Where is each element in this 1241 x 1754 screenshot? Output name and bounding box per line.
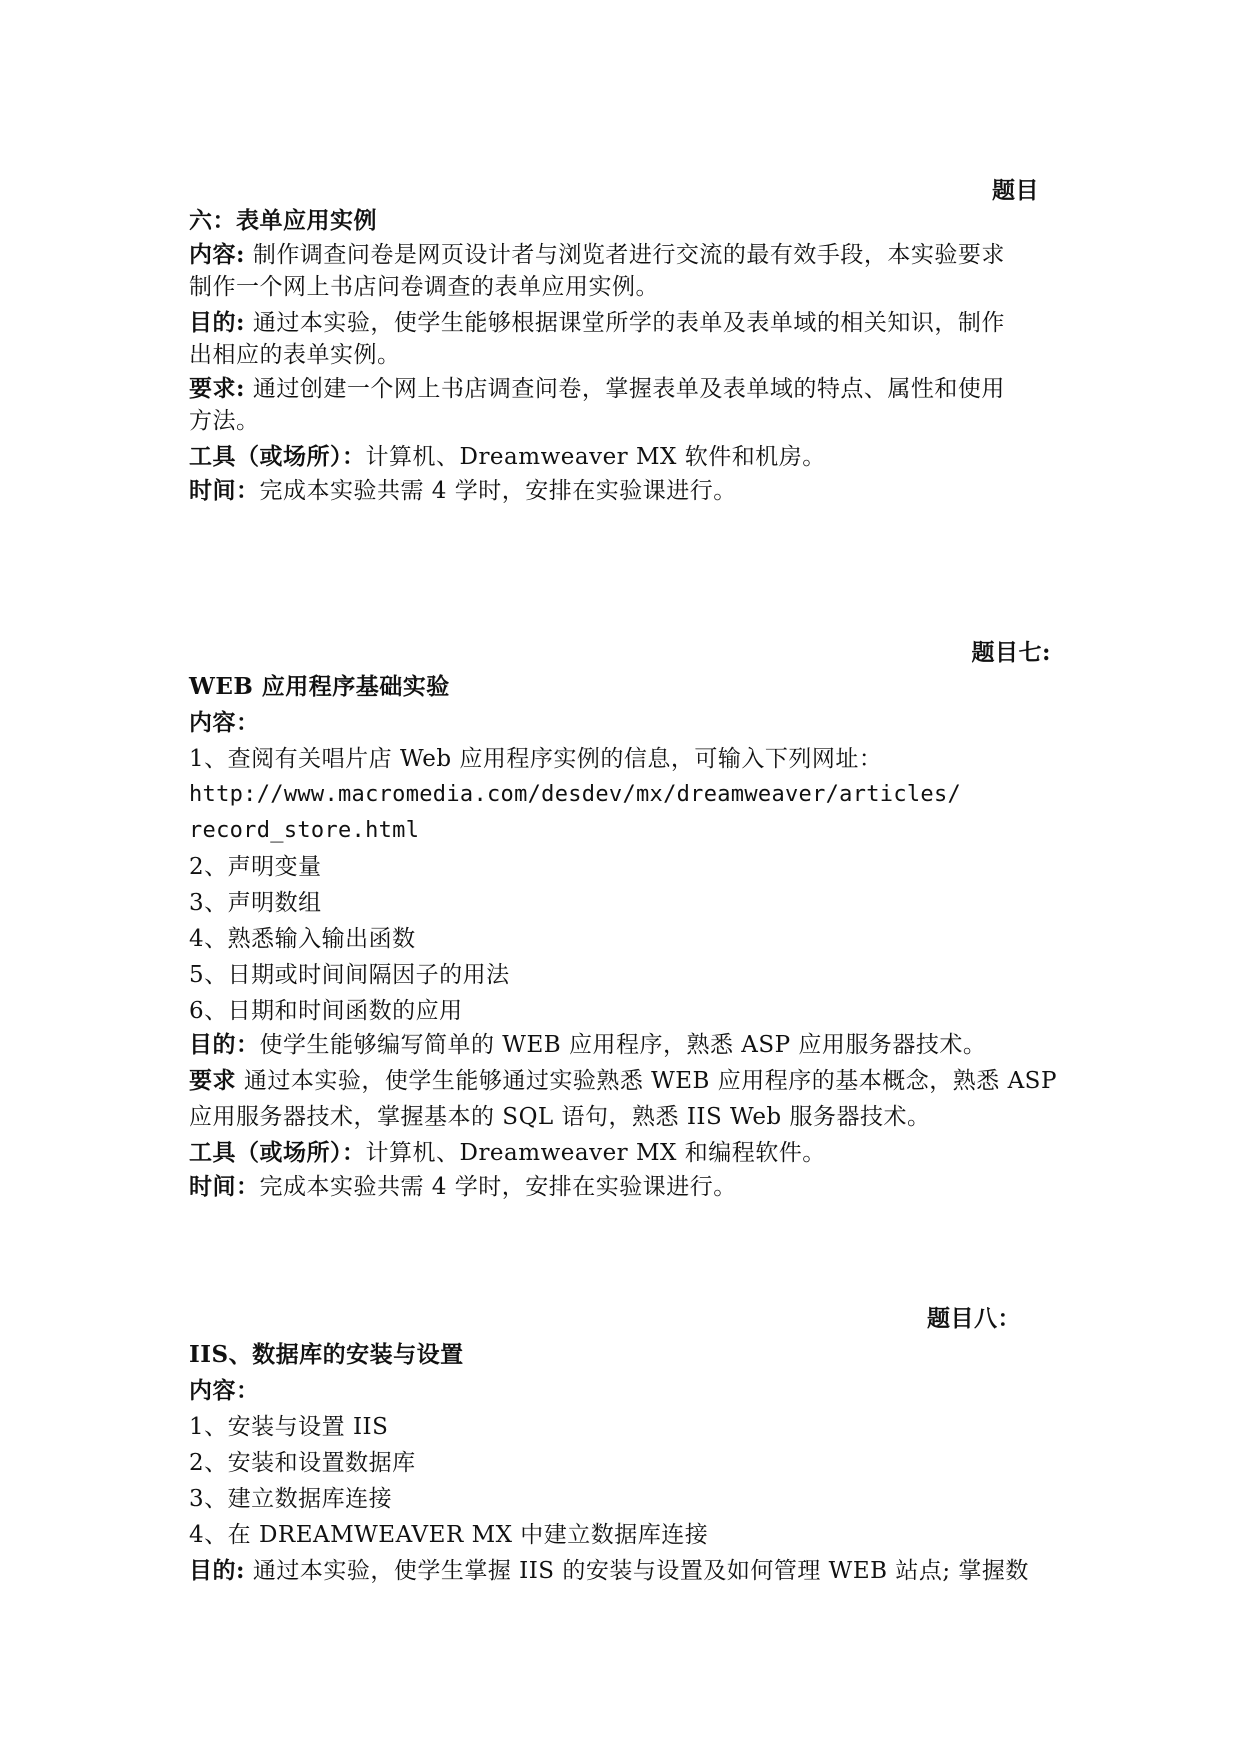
goal-text: 使学生能够编写简单的 WEB 应用程序，熟悉 ASP 应用服务器技术。 [259, 1032, 987, 1058]
tools-text: 计算机、Dreamweaver MX 和编程软件。 [365, 1140, 826, 1166]
requirement-label: 要求 [189, 1067, 236, 1094]
section6-requirement-cont: 方法。 [189, 408, 260, 434]
section6-tools [189, 442, 826, 472]
section7-heading-label: 题目七: [971, 639, 1051, 666]
section6-goal [189, 308, 1005, 338]
tools-label: 工具（或场所）： [189, 443, 366, 470]
goal-label: 目的: [189, 309, 245, 336]
section6-goal-cont: 出相应的表单实例。 [189, 342, 401, 368]
section8-goal [189, 1556, 1029, 1586]
goal-label: 目的： [189, 1031, 260, 1058]
section7-requirement-cont: 应用服务器技术，掌握基本的 SQL 语句，熟悉 IIS Web 服务器技术。 [189, 1104, 931, 1130]
goal-label: 目的: [189, 1557, 245, 1584]
section7-requirement [189, 1066, 1057, 1096]
time-text: 完成本实验共需 4 学时，安排在实验课进行。 [259, 478, 737, 504]
section7-title: WEB 应用程序基础实验 [189, 673, 450, 700]
section7-item-3: 3、声明数组 [189, 890, 322, 916]
section8-content-label: 内容： [189, 1377, 260, 1404]
goal-text: 通过本实验，使学生能够根据课堂所学的表单及表单域的相关知识，制作 [252, 310, 1005, 336]
time-text: 完成本实验共需 4 学时，安排在实验课进行。 [259, 1174, 737, 1200]
section8-heading-label: 题目八： [927, 1305, 1021, 1332]
section6-requirement [189, 374, 1005, 404]
requirement-label: 要求: [189, 375, 245, 402]
section8-item-3: 3、建立数据库连接 [189, 1486, 393, 1512]
time-label: 时间： [189, 477, 260, 504]
section7-item-2: 2、声明变量 [189, 854, 322, 880]
section6-time [189, 476, 737, 506]
section7-time [189, 1172, 737, 1202]
section7-content-label: 内容： [189, 709, 260, 736]
tools-text: 计算机、Dreamweaver MX 软件和机房。 [365, 444, 826, 470]
section8-item-1: 1、安装与设置 IIS [189, 1414, 389, 1440]
section8-item-4: 4、在 DREAMWEAVER MX 中建立数据库连接 [189, 1522, 709, 1548]
section7-url-line-2: record_store.html [189, 818, 420, 843]
section6-heading-label: 题目 [992, 177, 1039, 204]
section6-title: 六：表单应用实例 [189, 207, 377, 234]
section6-content-cont: 制作一个网上书店问卷调查的表单应用实例。 [189, 274, 659, 300]
requirement-text: 通过本实验，使学生能够通过实验熟悉 WEB 应用程序的基本概念，熟悉 ASP [243, 1068, 1057, 1094]
section7-tools [189, 1138, 826, 1168]
section7-item-4: 4、熟悉输入输出函数 [189, 926, 416, 952]
section8-item-2: 2、安装和设置数据库 [189, 1450, 416, 1476]
goal-text: 通过本实验，使学生掌握 IIS 的安装与设置及如何管理 WEB 站点; 掌握数 [252, 1558, 1029, 1584]
section7-item-5: 5、日期或时间间隔因子的用法 [189, 962, 510, 988]
section7-url-line-1: http://www.macromedia.com/desdev/mx/dreamweaver/articles/ [189, 782, 962, 807]
section7-goal [189, 1030, 986, 1060]
section6-content [189, 240, 1005, 270]
tools-label: 工具（或场所）： [189, 1139, 366, 1166]
section7-item-6: 6、日期和时间函数的应用 [189, 998, 463, 1024]
content-text: 制作调查问卷是网页设计者与浏览者进行交流的最有效手段，本实验要求 [252, 242, 1005, 268]
section7-item-1: 1、查阅有关唱片店 Web 应用程序实例的信息，可输入下列网址： [189, 746, 883, 772]
time-label: 时间： [189, 1173, 260, 1200]
section8-title: IIS、数据库的安装与设置 [189, 1341, 464, 1368]
requirement-text: 通过创建一个网上书店调查问卷，掌握表单及表单域的特点、属性和使用 [252, 376, 1005, 402]
content-label: 内容: [189, 241, 245, 268]
